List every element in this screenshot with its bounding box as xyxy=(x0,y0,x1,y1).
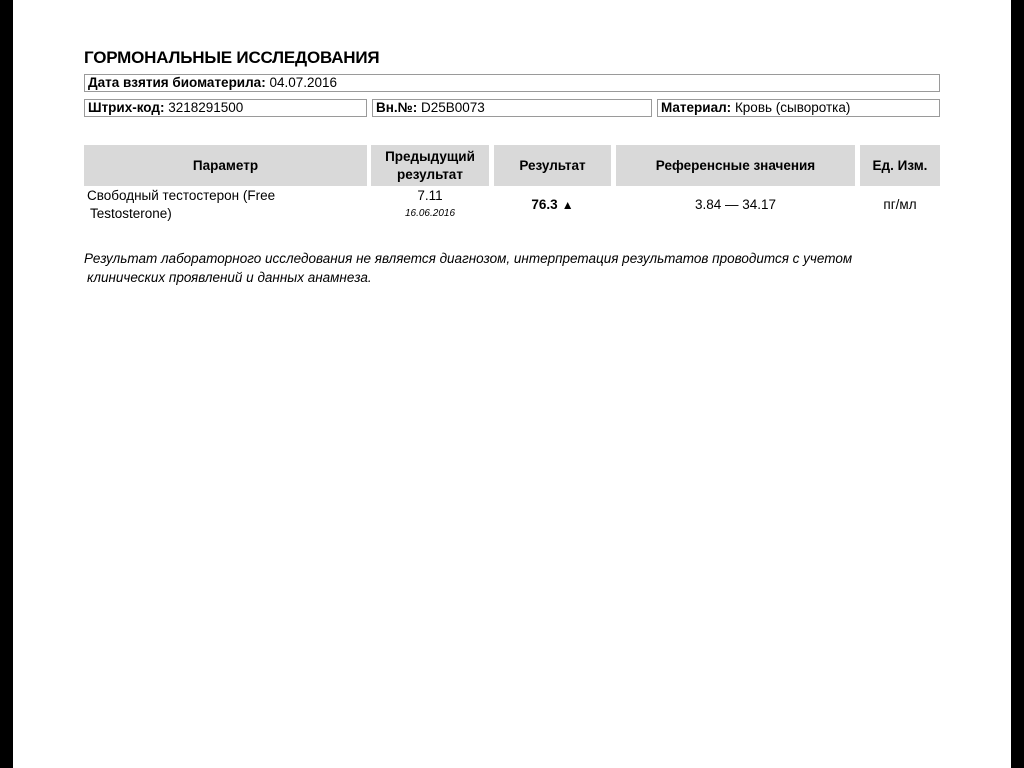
column-header-result-label: Результат xyxy=(519,157,586,173)
sample-date-label: Дата взятия биоматерила: xyxy=(88,75,266,90)
column-header-parameter-label: Параметр xyxy=(192,157,259,173)
disclaimer-note xyxy=(84,249,884,287)
disclaimer-line2: клинических проявлений и данных анамнеза. xyxy=(87,270,372,285)
internal-number-label: Вн.№: xyxy=(376,100,418,115)
result-value: 76.3 xyxy=(531,197,558,212)
column-header-result xyxy=(494,145,611,186)
sample-date-value: 04.07.2016 xyxy=(269,75,338,90)
previous-result-value: 7.11 xyxy=(417,188,443,203)
internal-number-field xyxy=(372,99,652,117)
sample-date-field xyxy=(84,74,940,92)
column-header-unit xyxy=(860,145,940,186)
material-field xyxy=(657,99,940,117)
barcode-label: Штрих-код: xyxy=(88,100,165,115)
disclaimer-line1: Результат лабораторного исследования не является диагнозом, интерпретация результатов проводится с учетом xyxy=(84,251,853,266)
column-header-previous-line1: Предыдущий xyxy=(385,148,475,164)
column-header-parameter xyxy=(84,145,367,186)
material-value: Кровь (сыворотка) xyxy=(734,100,851,115)
barcode-value: 3218291500 xyxy=(168,100,244,115)
section-title: ГОРМОНАЛЬНЫЕ ИССЛЕДОВАНИЯ xyxy=(84,48,380,67)
material-label: Материал: xyxy=(661,100,732,115)
parameter-name-line2: Testosterone) xyxy=(90,206,172,221)
column-header-previous xyxy=(371,145,489,186)
unit-value: пг/мл xyxy=(883,197,917,212)
parameter-name-line1: Свободный тестостерон (Free xyxy=(87,188,276,203)
column-header-reference-label: Референсные значения xyxy=(655,157,816,173)
internal-number-value: D25B0073 xyxy=(420,100,485,115)
column-header-unit-label: Ед. Изм. xyxy=(872,157,928,173)
table-row-parameter xyxy=(87,187,327,223)
reference-range: 3.84 — 34.17 xyxy=(694,197,777,212)
column-header-previous-line2: результат xyxy=(397,166,463,182)
barcode-field xyxy=(84,99,367,117)
report-page xyxy=(13,0,1011,768)
previous-result-date: 16.06.2016 xyxy=(404,208,456,219)
result-cell xyxy=(494,196,611,214)
result-high-icon: ▲ xyxy=(561,198,574,212)
column-header-reference xyxy=(616,145,855,186)
